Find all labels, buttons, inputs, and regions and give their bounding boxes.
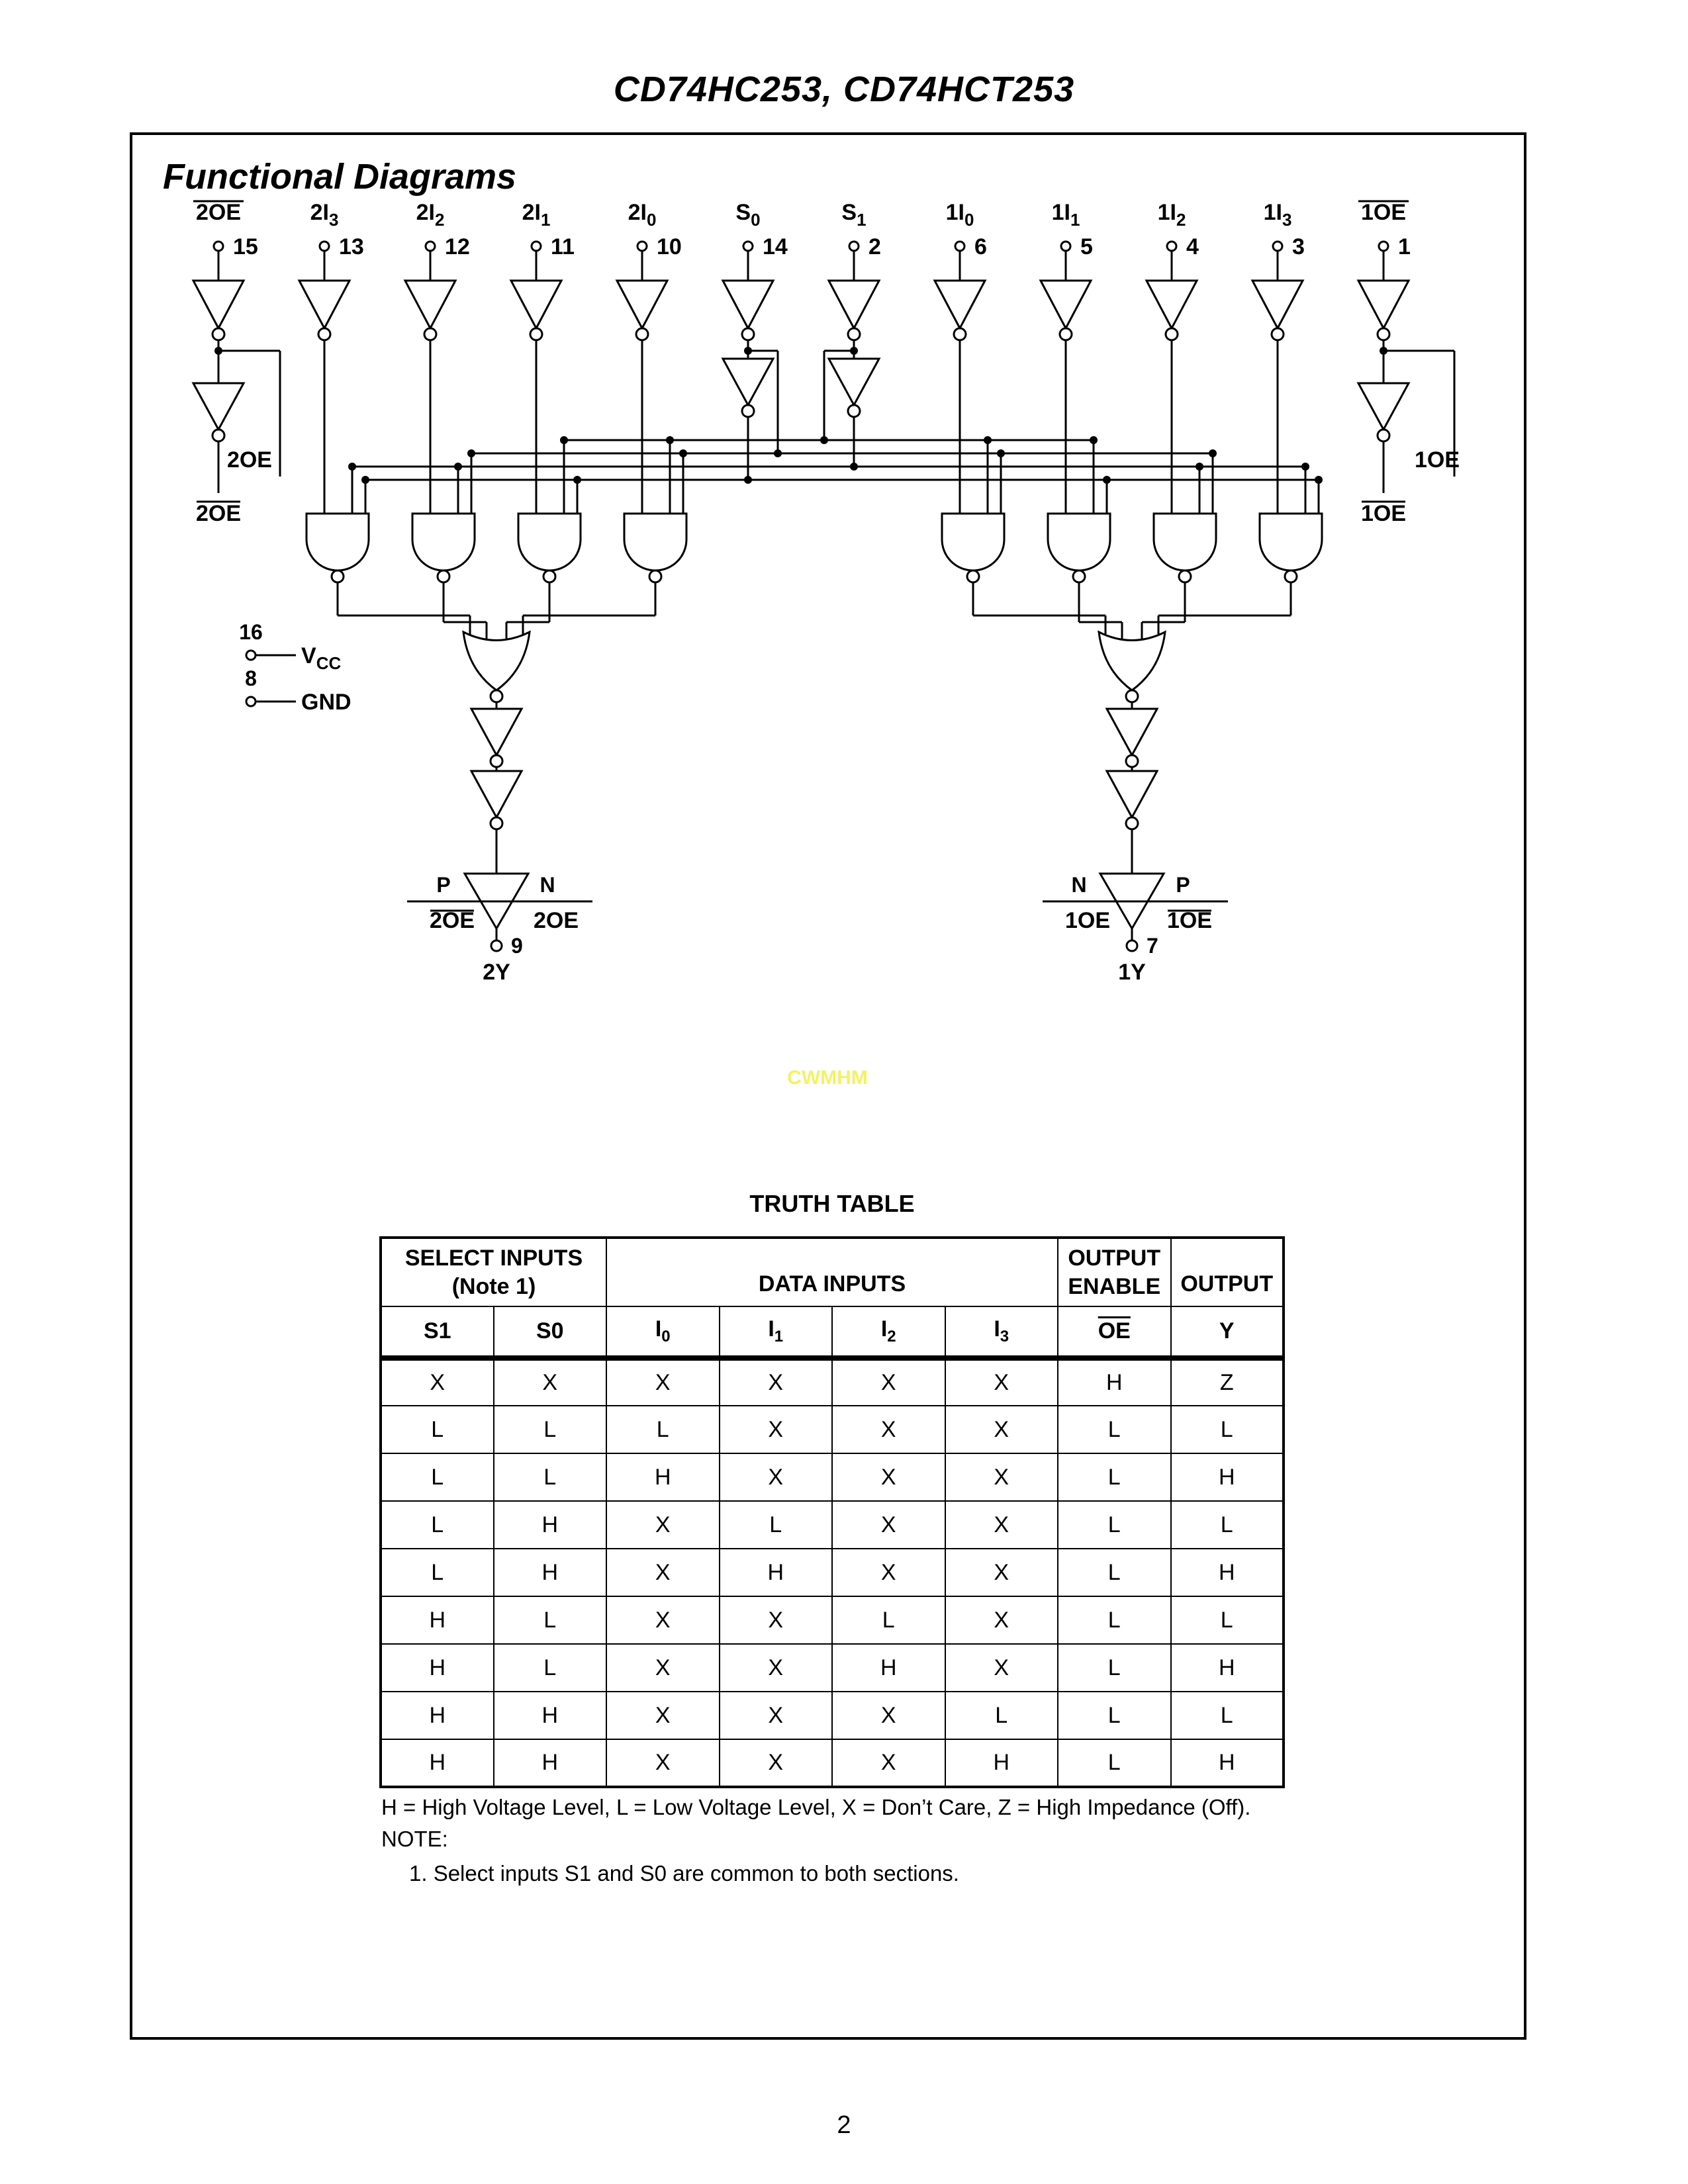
pin-num-11: 11 xyxy=(551,234,575,259)
out1-enable-true-label: 1OE xyxy=(1064,908,1111,933)
truth-cell: X xyxy=(606,1596,720,1644)
truth-cell: L xyxy=(381,1453,494,1501)
pin-num-12: 12 xyxy=(445,234,470,259)
vcc-label: $V_{CC}$ xyxy=(301,643,342,673)
col-header-y: Y xyxy=(1171,1306,1284,1358)
col-header-s0: S0 xyxy=(494,1306,607,1358)
functional-diagram xyxy=(136,192,1516,999)
truth-cell: X xyxy=(606,1692,720,1739)
out1-name: 1Y xyxy=(1118,960,1146,985)
truth-row xyxy=(381,1406,1284,1453)
truth-cell: X xyxy=(606,1501,720,1549)
truth-cell: Z xyxy=(1171,1358,1284,1406)
col-header-i2: $I_2$ xyxy=(832,1306,945,1358)
col-header-s1: S1 xyxy=(381,1306,494,1358)
truth-row xyxy=(381,1549,1284,1596)
truth-cell: X xyxy=(832,1739,945,1787)
truth-cell: H xyxy=(381,1739,494,1787)
pin-num-5: 5 xyxy=(1080,234,1093,259)
pin-num-15: 15 xyxy=(233,234,258,259)
pin-label-2i0: $2I_0$ xyxy=(628,200,657,230)
truth-cell: L xyxy=(720,1501,833,1549)
truth-row xyxy=(381,1739,1284,1787)
truth-cell: H xyxy=(381,1692,494,1739)
truth-cell: X xyxy=(945,1549,1058,1596)
pin-label-s0: $S_0$ xyxy=(735,200,761,230)
truth-cell: H xyxy=(832,1644,945,1692)
truth-cell: H xyxy=(381,1596,494,1644)
pin-label-2i3: $2I_3$ xyxy=(310,200,339,230)
truth-table-section xyxy=(379,1190,1285,1788)
group-oe-line1: OUTPUT xyxy=(1068,1246,1161,1271)
diagram-wires xyxy=(218,251,1454,940)
truth-cell: L xyxy=(494,1644,607,1692)
pin-label-2oe: 2OE xyxy=(195,200,242,225)
rail-label-1oe-bar: 1OE xyxy=(1360,501,1407,526)
section-title: Functional Diagrams xyxy=(163,157,517,197)
truth-cell: L xyxy=(606,1406,720,1453)
truth-cell: X xyxy=(832,1358,945,1406)
truth-row xyxy=(381,1644,1284,1692)
truth-cell: X xyxy=(606,1644,720,1692)
truth-cell: L xyxy=(1058,1501,1171,1549)
truth-cell: L xyxy=(494,1453,607,1501)
truth-cell: L xyxy=(1058,1406,1171,1453)
truth-cell: L xyxy=(1171,1596,1284,1644)
truth-cell: X xyxy=(720,1406,833,1453)
group-output: OUTPUT xyxy=(1171,1238,1284,1306)
diagram-symbols xyxy=(193,242,1409,951)
out1-n-label: N xyxy=(1071,873,1087,897)
truth-cell: L xyxy=(494,1406,607,1453)
vcc-pin-number: 16 xyxy=(239,620,263,644)
truth-cell: X xyxy=(945,1501,1058,1549)
truth-cell: H xyxy=(494,1549,607,1596)
truth-row xyxy=(381,1453,1284,1501)
rail-label-2oe-bar: 2OE xyxy=(195,501,242,526)
truth-row xyxy=(381,1358,1284,1406)
col-header-oe: $\overline{OE}$ xyxy=(1058,1306,1171,1358)
truth-cell: L xyxy=(1058,1739,1171,1787)
pin-num-2: 2 xyxy=(868,234,881,259)
truth-cell: X xyxy=(606,1549,720,1596)
truth-cell: L xyxy=(1058,1692,1171,1739)
truth-group-header-row xyxy=(381,1238,1284,1306)
truth-cell: X xyxy=(720,1453,833,1501)
out1-pin-number: 7 xyxy=(1147,934,1158,958)
truth-cell: L xyxy=(1171,1406,1284,1453)
out2-name: 2Y xyxy=(483,960,510,985)
truth-cell: X xyxy=(720,1358,833,1406)
note-label: NOTE: xyxy=(381,1827,448,1851)
truth-cell: X xyxy=(832,1453,945,1501)
truth-cell: H xyxy=(1171,1644,1284,1692)
truth-cell: L xyxy=(945,1692,1058,1739)
gnd-label: GND xyxy=(301,690,352,715)
pin-num-4: 4 xyxy=(1186,234,1199,259)
truth-cell: L xyxy=(494,1596,607,1644)
truth-cell: H xyxy=(494,1692,607,1739)
group-select-line2: (Note 1) xyxy=(451,1273,536,1299)
pin-num-10: 10 xyxy=(657,234,682,259)
truth-cell: X xyxy=(945,1358,1058,1406)
out2-n-label: N xyxy=(539,873,555,897)
truth-cell: H xyxy=(494,1739,607,1787)
pin-label-s1: $S_1$ xyxy=(841,200,867,230)
pin-label-1i2: $1I_2$ xyxy=(1157,200,1186,230)
truth-cell: X xyxy=(720,1644,833,1692)
truth-table xyxy=(379,1236,1285,1788)
truth-table-title: TRUTH TABLE xyxy=(749,1190,915,1217)
truth-cell: L xyxy=(381,1501,494,1549)
truth-cell: H xyxy=(1171,1453,1284,1501)
truth-cell: X xyxy=(945,1453,1058,1501)
note-1: 1. Select inputs S1 and S0 are common to both sections. xyxy=(409,1861,959,1886)
pin-label-1i1: $1I_1$ xyxy=(1051,200,1080,230)
truth-cell: L xyxy=(1058,1549,1171,1596)
truth-cell: L xyxy=(1171,1501,1284,1549)
col-header-i1: $I_1$ xyxy=(720,1306,833,1358)
truth-cell: L xyxy=(832,1596,945,1644)
truth-table-legend: H = High Voltage Level, L = Low Voltage Level, X = Don’t Care, Z = High Impedance (Off). xyxy=(381,1795,1251,1819)
pin-num-13: 13 xyxy=(339,234,364,259)
truth-column-header-row xyxy=(381,1306,1284,1358)
truth-cell: L xyxy=(1058,1596,1171,1644)
pin-label-2i1: $2I_1$ xyxy=(522,200,551,230)
truth-cell: X xyxy=(494,1358,607,1406)
overline-bars xyxy=(193,201,1409,911)
truth-cell: X xyxy=(720,1692,833,1739)
truth-cell: X xyxy=(832,1501,945,1549)
truth-cell: X xyxy=(945,1406,1058,1453)
truth-cell: H xyxy=(1171,1739,1284,1787)
truth-cell: L xyxy=(381,1549,494,1596)
pin-label-1i0: $1I_0$ xyxy=(945,200,974,230)
truth-cell: H xyxy=(945,1739,1058,1787)
truth-cell: X xyxy=(606,1358,720,1406)
diagram-labels xyxy=(196,200,1460,985)
truth-cell: X xyxy=(381,1358,494,1406)
col-header-i0: $I_0$ xyxy=(606,1306,720,1358)
group-select-inputs xyxy=(381,1238,606,1306)
rail-label-2oe-true: 2OE xyxy=(226,447,272,473)
truth-cell: X xyxy=(945,1596,1058,1644)
truth-cell: H xyxy=(1171,1549,1284,1596)
truth-cell: X xyxy=(720,1739,833,1787)
out1-p-label: P xyxy=(1176,873,1190,897)
out2-p-label: P xyxy=(436,873,451,897)
truth-cell: X xyxy=(832,1406,945,1453)
truth-cell: X xyxy=(832,1692,945,1739)
truth-row xyxy=(381,1501,1284,1549)
out2-enable-bar-label: 2OE xyxy=(429,908,475,933)
pin-num-14: 14 xyxy=(763,234,788,259)
truth-cell: X xyxy=(606,1739,720,1787)
truth-cell: H xyxy=(1058,1358,1171,1406)
pin-num-1: 1 xyxy=(1398,234,1411,259)
out2-pin-number: 9 xyxy=(511,934,523,958)
truth-cell: H xyxy=(381,1644,494,1692)
truth-cell: H xyxy=(720,1549,833,1596)
pin-num-6: 6 xyxy=(974,234,987,259)
truth-cell: L xyxy=(1171,1692,1284,1739)
page-title: CD74HC253, CD74HCT253 xyxy=(613,69,1075,109)
pin-label-1oe: 1OE xyxy=(1360,200,1407,225)
group-oe-line2: ENABLE xyxy=(1068,1273,1161,1299)
truth-cell: L xyxy=(1058,1453,1171,1501)
gnd-pin-number: 8 xyxy=(245,666,257,690)
group-output-enable xyxy=(1058,1238,1171,1306)
truth-cell: H xyxy=(494,1501,607,1549)
truth-cell: L xyxy=(381,1406,494,1453)
watermark: CWMHM xyxy=(787,1067,868,1089)
truth-cell: X xyxy=(945,1644,1058,1692)
pin-label-1i3: $1I_3$ xyxy=(1263,200,1292,230)
page-number: 2 xyxy=(837,2111,851,2139)
out1-enable-bar-label: 1OE xyxy=(1166,908,1213,933)
truth-cell: X xyxy=(832,1549,945,1596)
junction-dots xyxy=(214,347,1387,484)
truth-row xyxy=(381,1596,1284,1644)
truth-row xyxy=(381,1692,1284,1739)
pin-num-3: 3 xyxy=(1292,234,1305,259)
truth-cell: X xyxy=(720,1596,833,1644)
col-header-i3: $I_3$ xyxy=(945,1306,1058,1358)
truth-cell: H xyxy=(606,1453,720,1501)
out2-enable-true-label: 2OE xyxy=(533,908,579,933)
truth-cell: L xyxy=(1058,1644,1171,1692)
group-select-line1: SELECT INPUTS xyxy=(404,1246,583,1271)
pin-label-2i2: $2I_2$ xyxy=(416,200,445,230)
group-data-inputs: DATA INPUTS xyxy=(606,1238,1058,1306)
rail-label-1oe-true: 1OE xyxy=(1415,447,1460,473)
